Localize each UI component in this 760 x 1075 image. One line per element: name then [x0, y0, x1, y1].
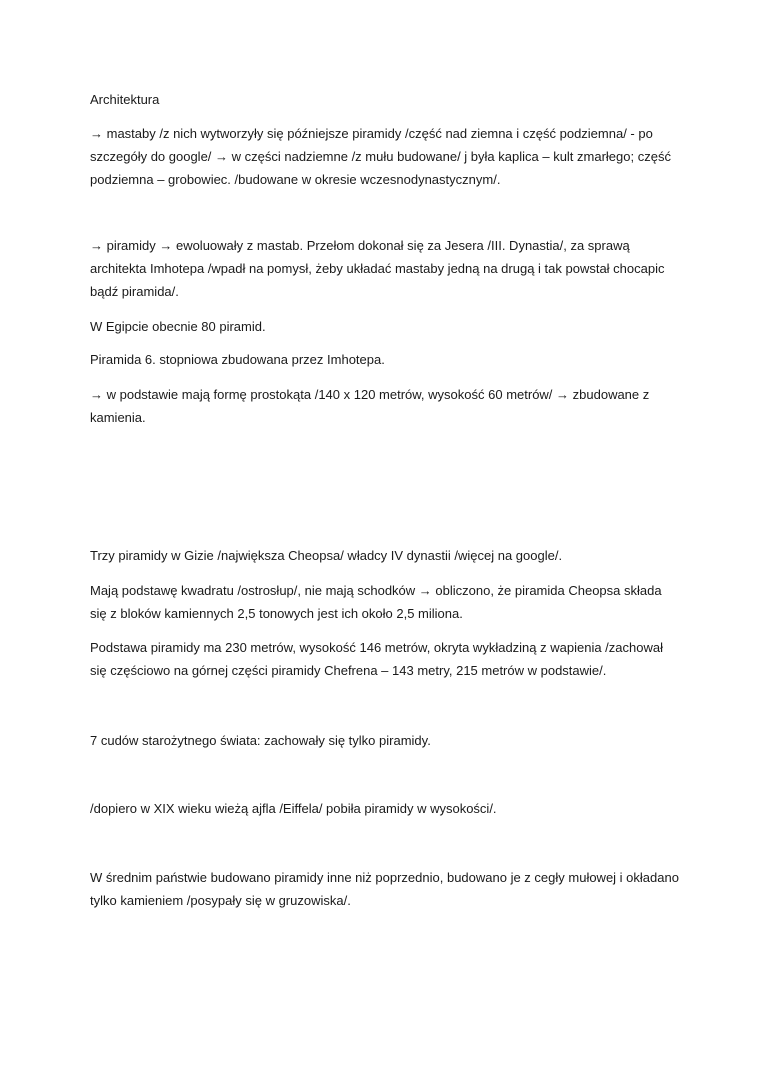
- text-line: podziemna – grobowiec. /budowane w okresie wczesnodynastycznym/.: [90, 172, 501, 187]
- paragraph-stepped-pyramid: [90, 348, 690, 371]
- paragraph-giza: [90, 544, 690, 567]
- paragraph-square-base: [90, 579, 690, 625]
- paragraph-dimensions: [90, 636, 690, 682]
- text-line: → w podstawie mają formę prostokąta /140 x 120 metrów, wysokość 60 metrów/ → zbudowane z: [90, 387, 650, 402]
- text-line: → mastaby /z nich wytworzyły się późniejsze piramidy /część nad ziemna i część podziemna/ - po: [90, 126, 653, 141]
- paragraph-middle-kingdom: [90, 866, 690, 912]
- text-line: Podstawa piramidy ma 230 metrów, wysokość 146 metrów, okryta wykładziną z wapienia /zachował: [90, 640, 663, 655]
- paragraph-mastaby: [90, 122, 690, 191]
- text-line: Mają podstawę kwadratu /ostrosłup/, nie mają schodków → obliczono, że piramida Cheopsa składa: [90, 583, 662, 598]
- paragraph-egipt-count: [90, 315, 690, 338]
- text-line: W średnim państwie budowano piramidy inne niż poprzednio, budowano je z cegły mułowej i okładano: [90, 870, 679, 885]
- text-line: Trzy piramidy w Gizie /największa Cheopsa/ władcy IV dynastii /więcej na google/.: [90, 548, 563, 563]
- text-line: architekta Imhotepa /wpadł na pomysł, żeby układać mastaby jedną na drugą i tak powstał chocapic: [90, 261, 665, 276]
- text-line: się z bloków kamiennych 2,5 tonowych jest ich około 2,5 miliona.: [90, 606, 463, 621]
- text-line: W Egipcie obecnie 80 piramid.: [90, 319, 266, 334]
- heading-text: Architektura: [90, 92, 160, 107]
- text-line: → piramidy → ewoluowały z mastab. Przełom dokonał się za Jesera /III. Dynastia/, za sprawą: [90, 238, 630, 253]
- paragraph-piramidy: [90, 234, 690, 303]
- text-line: szczegóły do google/ → w części nadziemne /z mułu budowane/ j była kaplica – kult zmarłego; część: [90, 149, 671, 164]
- text-line: Piramida 6. stopniowa zbudowana przez Imhotepa.: [90, 352, 385, 367]
- paragraph-eiffel: [90, 797, 690, 820]
- text-line: bądź piramida/.: [90, 284, 179, 299]
- paragraph-base-form: [90, 383, 690, 429]
- paragraph-wonders: [90, 729, 690, 752]
- document-heading: [90, 88, 690, 111]
- text-line: tylko kamieniem /posypały się w gruzowiska/.: [90, 893, 351, 908]
- text-line: się częściowo na górnej części piramidy Chefrena – 143 metry, 215 metrów w podstawie/.: [90, 663, 607, 678]
- text-line: 7 cudów starożytnego świata: zachowały się tylko piramidy.: [90, 733, 431, 748]
- text-line: kamienia.: [90, 410, 146, 425]
- text-line: /dopiero w XIX wieku wieżą ajfla /Eiffela/ pobiła piramidy w wysokości/.: [90, 801, 497, 816]
